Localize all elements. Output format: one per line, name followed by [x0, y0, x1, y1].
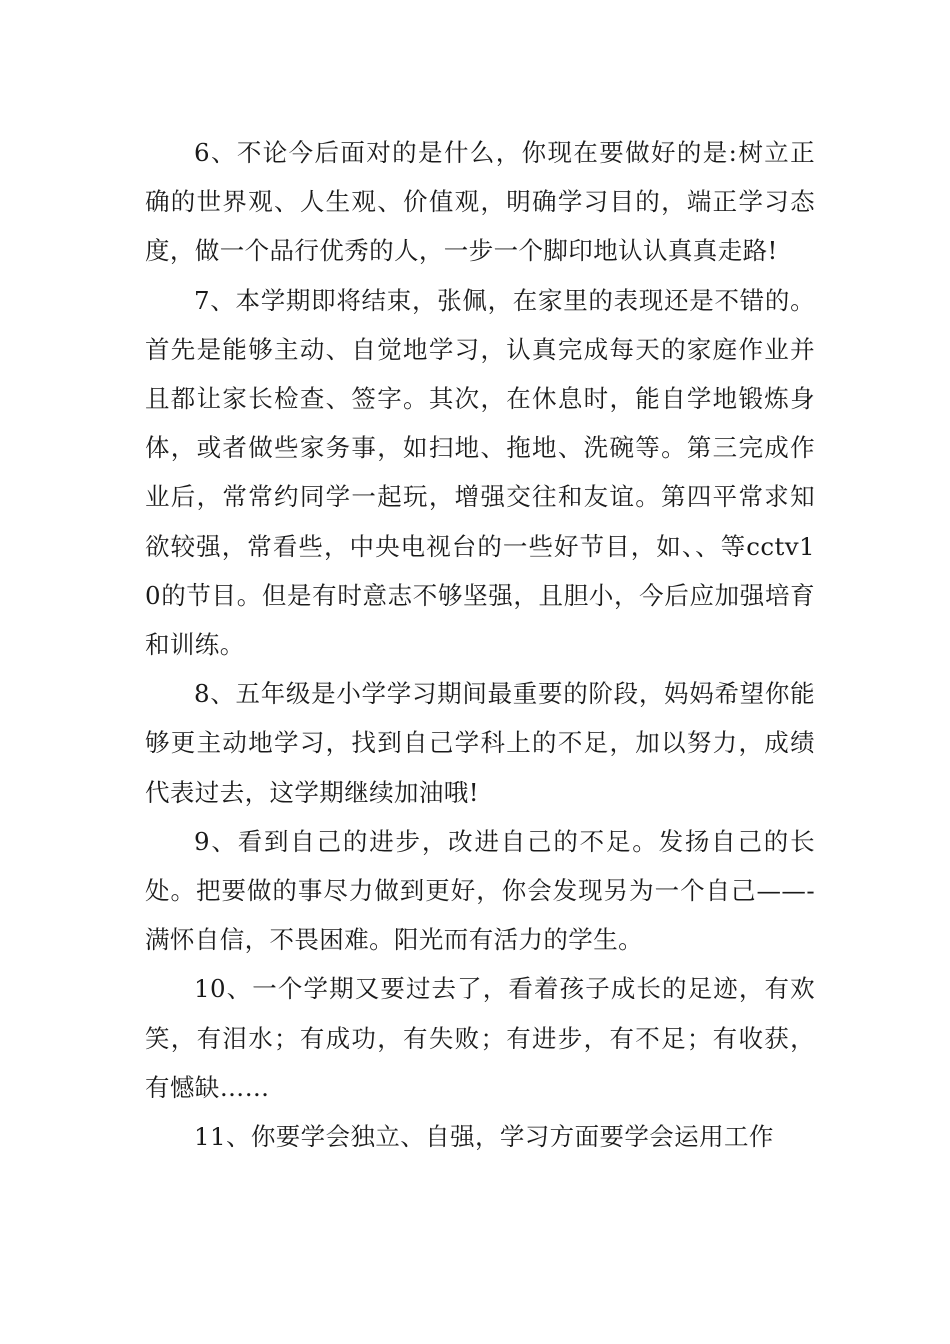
paragraph-10: 10、一个学期又要过去了，看着孩子成长的足迹，有欢笑，有泪水；有成功，有失败；有进步，有不足；有收获，有憾缺…… [145, 974, 815, 1102]
paragraph-9: 9、看到自己的进步，改进自己的不足。发扬自己的长处。把要做的事尽力做到更好，你会发现另为一个自己——-满怀自信，不畏困难。阳光而有活力的学生。 [145, 826, 815, 955]
paragraph-8: 8、五年级是小学学习期间最重要的阶段，妈妈希望你能够更主动地学习，找到自己学科上的不足，加以努力，成绩代表过去，这学期继续加油哦! [145, 679, 815, 807]
paragraph-11: 11、你要学会独立、自强，学习方面要学会运用工作 [194, 1122, 774, 1152]
paragraph-7: 7、本学期即将结束，张佩，在家里的表现还是不错的。首先是能够主动、自觉地学习，认真完成每天的家庭作业并且都让家长检查、签字。其次，在休息时，能自学地锻炼身体，或者做些家务事，如扫地、拖地、洗碗等。第三完成作业后，常常约同学一起玩，增强交往和友谊。第四平常求知欲较强，常看些，中央电视台的一些好节目，如、、等cctv10的节目。但是有时意志不够坚强，且胆小，今后应加强培育和训练。 [145, 285, 815, 660]
paragraph-6: 6、不论今后面对的是什么，你现在要做好的是:树立正确的世界观、人生观、价值观，明确学习目的，端正学习态度，做一个品行优秀的人，一步一个脚印地认认真真走路! [145, 138, 815, 266]
document-body [145, 128, 815, 1161]
